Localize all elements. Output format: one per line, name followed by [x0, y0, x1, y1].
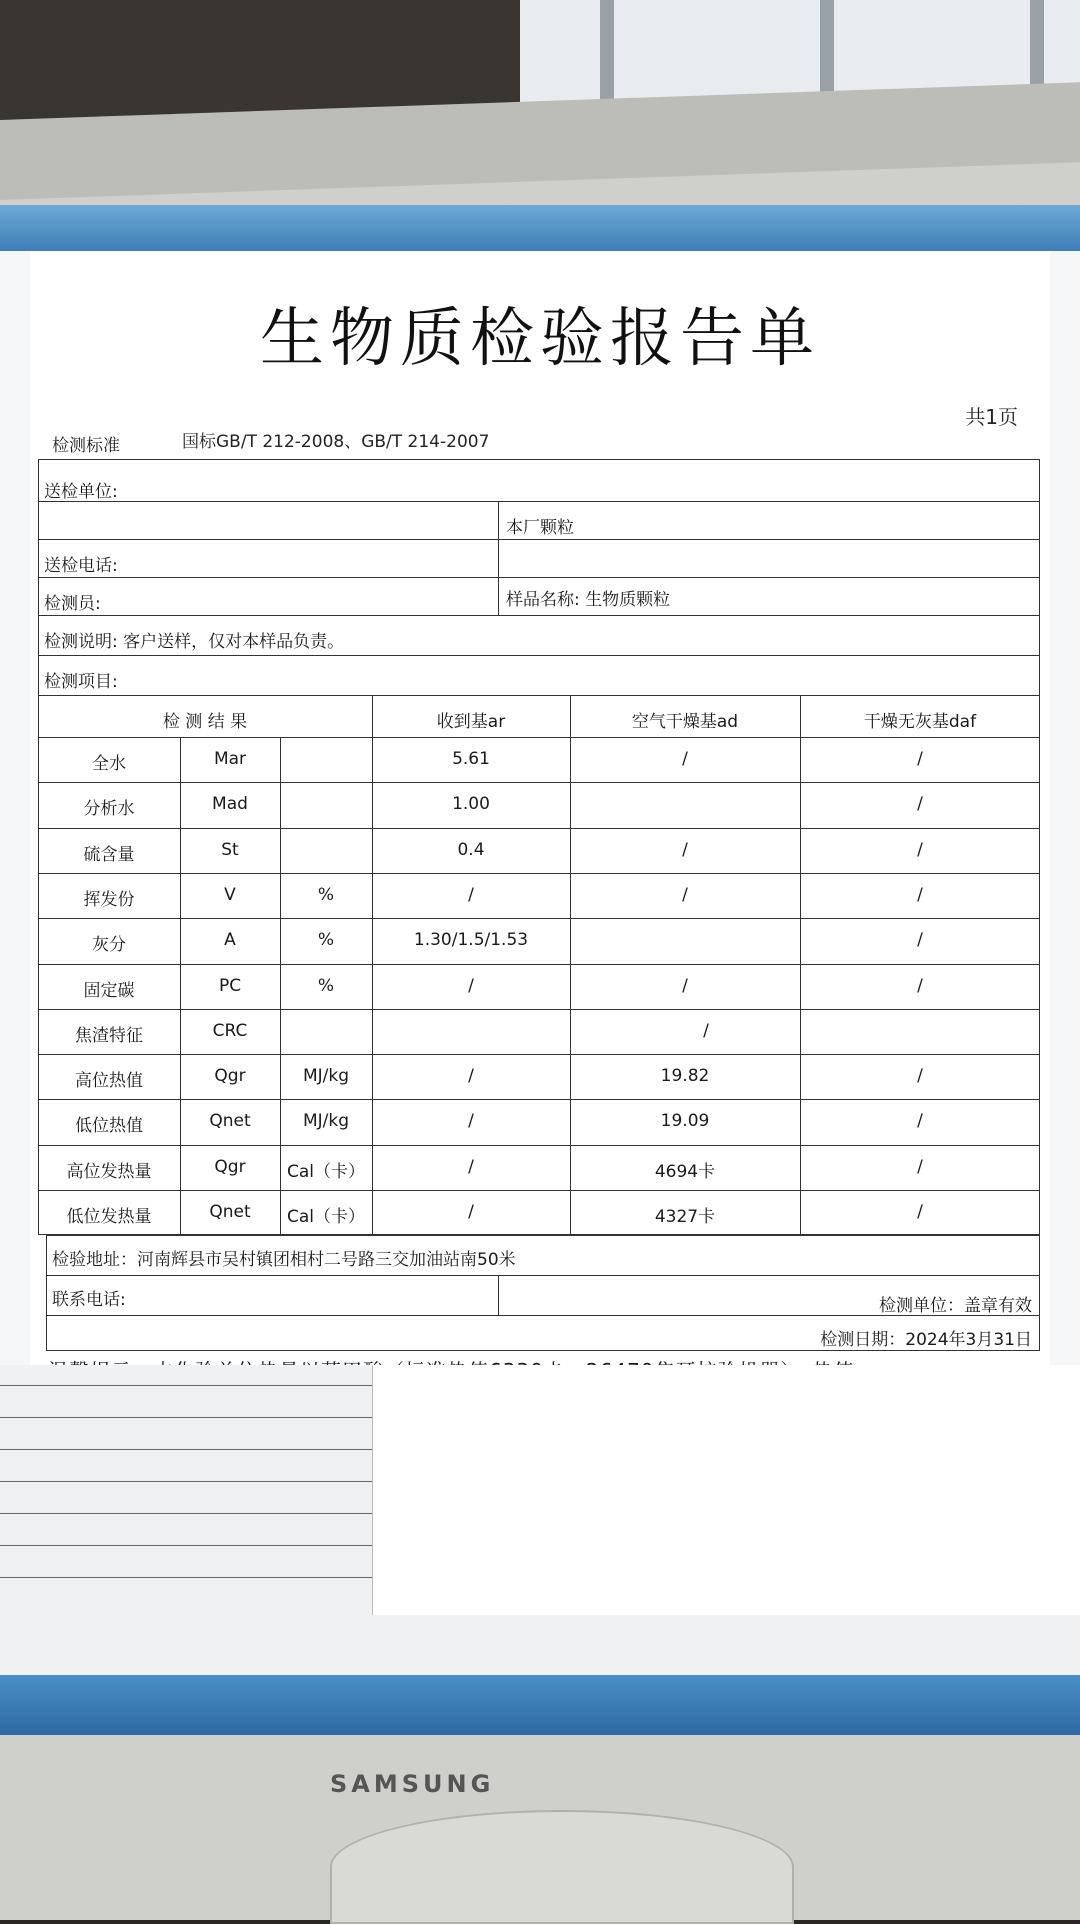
form-rule [0, 1513, 372, 1514]
table-rule [372, 695, 373, 1235]
sender-unit-label: 送检单位: [44, 482, 118, 502]
lab-unit: 检测单位：盖章有效 [879, 1296, 1032, 1316]
table-rule [38, 1054, 1040, 1055]
table-cell-ad: 4327卡 [654, 1207, 716, 1227]
table-cell-ad: 4694卡 [654, 1161, 716, 1182]
monitor-stand [330, 1810, 794, 1924]
table-cell-name: 低位发热量 [66, 1207, 152, 1227]
table-rule [38, 501, 1040, 502]
table-cell-ar: / [468, 1156, 474, 1177]
table-cell-daf: / [917, 794, 923, 815]
table-rule [38, 782, 1040, 783]
table-cell-daf: / [917, 749, 923, 769]
form-rule [0, 1385, 372, 1386]
table-cell-daf: / [917, 1156, 923, 1177]
header-ad: 空气干燥基ad [631, 712, 739, 732]
table-cell-unit: Cal（卡） [286, 1207, 365, 1227]
table-rule [38, 1009, 1040, 1010]
table-cell-daf: / [917, 1202, 923, 1222]
table-cell-name: 低位热值 [75, 1116, 143, 1137]
table-cell-daf: / [917, 930, 923, 951]
table-rule [800, 695, 801, 1235]
factory-note: 本厂颗粒 [506, 518, 574, 538]
table-cell-unit: Cal（卡） [286, 1161, 365, 1182]
table-cell-name: 固定碳 [83, 980, 135, 1001]
table-cell-ad: / [682, 975, 688, 996]
contact-phone-label: 联系电话: [52, 1290, 126, 1310]
table-rule [38, 1145, 1040, 1146]
table-cell-ar: / [468, 1202, 474, 1222]
table-cell-unit: % [317, 975, 335, 996]
form-rule [0, 1417, 372, 1418]
table-cell-ad: / [682, 749, 688, 769]
table-cell-ar: / [468, 884, 474, 905]
table-cell-name: 焦渣特征 [75, 1025, 143, 1046]
table-cell-ar: / [703, 1020, 709, 1041]
table-cell-symbol: Qgr [214, 1156, 246, 1177]
table-rule [280, 737, 281, 1235]
table-cell-symbol: St [221, 839, 239, 860]
test-address: 检验地址：河南辉县市吴村镇团相村二号路三交加油站南50米 [52, 1250, 516, 1270]
table-rule [38, 964, 1040, 965]
table-cell-unit: % [317, 884, 335, 905]
report-title: 生物质检验报告单 [260, 302, 820, 376]
table-rule [180, 737, 181, 1235]
table-rule [498, 501, 499, 615]
table-rule [38, 615, 1040, 616]
test-date: 检测日期：2024年3月31日 [820, 1330, 1032, 1350]
table-cell-ar: / [468, 1066, 474, 1087]
window-titlebar [0, 205, 1080, 251]
table-rule [38, 828, 1040, 829]
monitor-brand: SAMSUNG [330, 1770, 495, 1798]
table-rule [38, 1099, 1040, 1100]
page-count: 共1页 [965, 405, 1018, 429]
form-rule [0, 1545, 372, 1546]
form-rule [0, 1481, 372, 1482]
table-cell-unit: MJ/kg [302, 1066, 350, 1087]
table-cell-symbol: V [224, 884, 236, 905]
table-cell-symbol: Qgr [214, 1066, 246, 1087]
table-cell-daf: / [917, 884, 923, 905]
table-rule [38, 737, 1040, 738]
table-cell-ar: 1.00 [452, 794, 490, 815]
window-frame [600, 0, 614, 110]
table-cell-ar: / [468, 975, 474, 996]
table-rule [38, 873, 1040, 874]
taskbar [0, 1675, 1080, 1735]
table-cell-ad: / [682, 884, 688, 905]
standard-label: 检测标准 [52, 436, 120, 456]
table-cell-ar: 1.30/1.5/1.53 [413, 930, 529, 951]
table-cell-ad: 19.09 [660, 1111, 710, 1132]
table-cell-name: 灰分 [92, 935, 126, 956]
table-cell-ad: / [682, 839, 688, 860]
table-cell-symbol: Mad [212, 794, 248, 815]
screen [0, 205, 1080, 1735]
table-cell-daf: / [917, 839, 923, 860]
table-cell-name: 全水 [92, 754, 126, 774]
form-rule [0, 1449, 372, 1450]
table-cell-symbol: PC [218, 975, 242, 996]
table-cell-symbol: Mar [213, 749, 247, 769]
table-cell-daf: / [917, 1066, 923, 1087]
table-cell-symbol: Qnet [209, 1111, 251, 1132]
header-daf: 干燥无灰基daf [863, 712, 977, 732]
table-cell-name: 硫含量 [83, 844, 135, 865]
header-results: 检 测 结 果 [162, 712, 248, 732]
table-rule [38, 918, 1040, 919]
table-rule [38, 695, 1040, 696]
inspector-label: 检测员: [44, 594, 101, 614]
table-rule [498, 1275, 499, 1315]
test-items-label: 检测项目: [44, 672, 118, 692]
table-cell-ar: / [468, 1111, 474, 1132]
table-cell-ad: 19.82 [660, 1066, 710, 1087]
form-rule [0, 1577, 372, 1578]
table-cell-ar: 5.61 [452, 749, 490, 769]
table-rule [38, 655, 1040, 656]
table-cell-unit: % [317, 930, 335, 951]
table-cell-name: 高位热值 [75, 1071, 143, 1092]
table-rule [38, 577, 1040, 578]
table-cell-daf: / [917, 975, 923, 996]
blank-panel [372, 1365, 1080, 1615]
table-rule [570, 695, 571, 1235]
header-ar: 收到基ar [436, 712, 506, 732]
table-cell-ar: 0.4 [457, 839, 485, 860]
sample-name: 样品名称: 生物质颗粒 [506, 590, 671, 610]
table-cell-name: 挥发份 [83, 889, 135, 910]
standard-value: 国标GB/T 212-2008、GB/T 214-2007 [182, 432, 490, 452]
sender-phone-label: 送检电话: [44, 556, 118, 576]
table-cell-unit: MJ/kg [302, 1111, 350, 1132]
table-cell-symbol: CRC [212, 1020, 248, 1041]
table-cell-name: 分析水 [83, 799, 135, 820]
table-cell-name: 高位发热量 [66, 1161, 152, 1182]
table-rule [46, 1275, 1040, 1276]
table-rule [38, 1190, 1040, 1191]
table-rule [38, 539, 1040, 540]
test-description: 检测说明: 客户送样，仅对本样品负责。 [44, 632, 345, 652]
table-cell-symbol: Qnet [209, 1202, 251, 1222]
table-cell-symbol: A [224, 930, 236, 951]
table-cell-daf: / [917, 1111, 923, 1132]
